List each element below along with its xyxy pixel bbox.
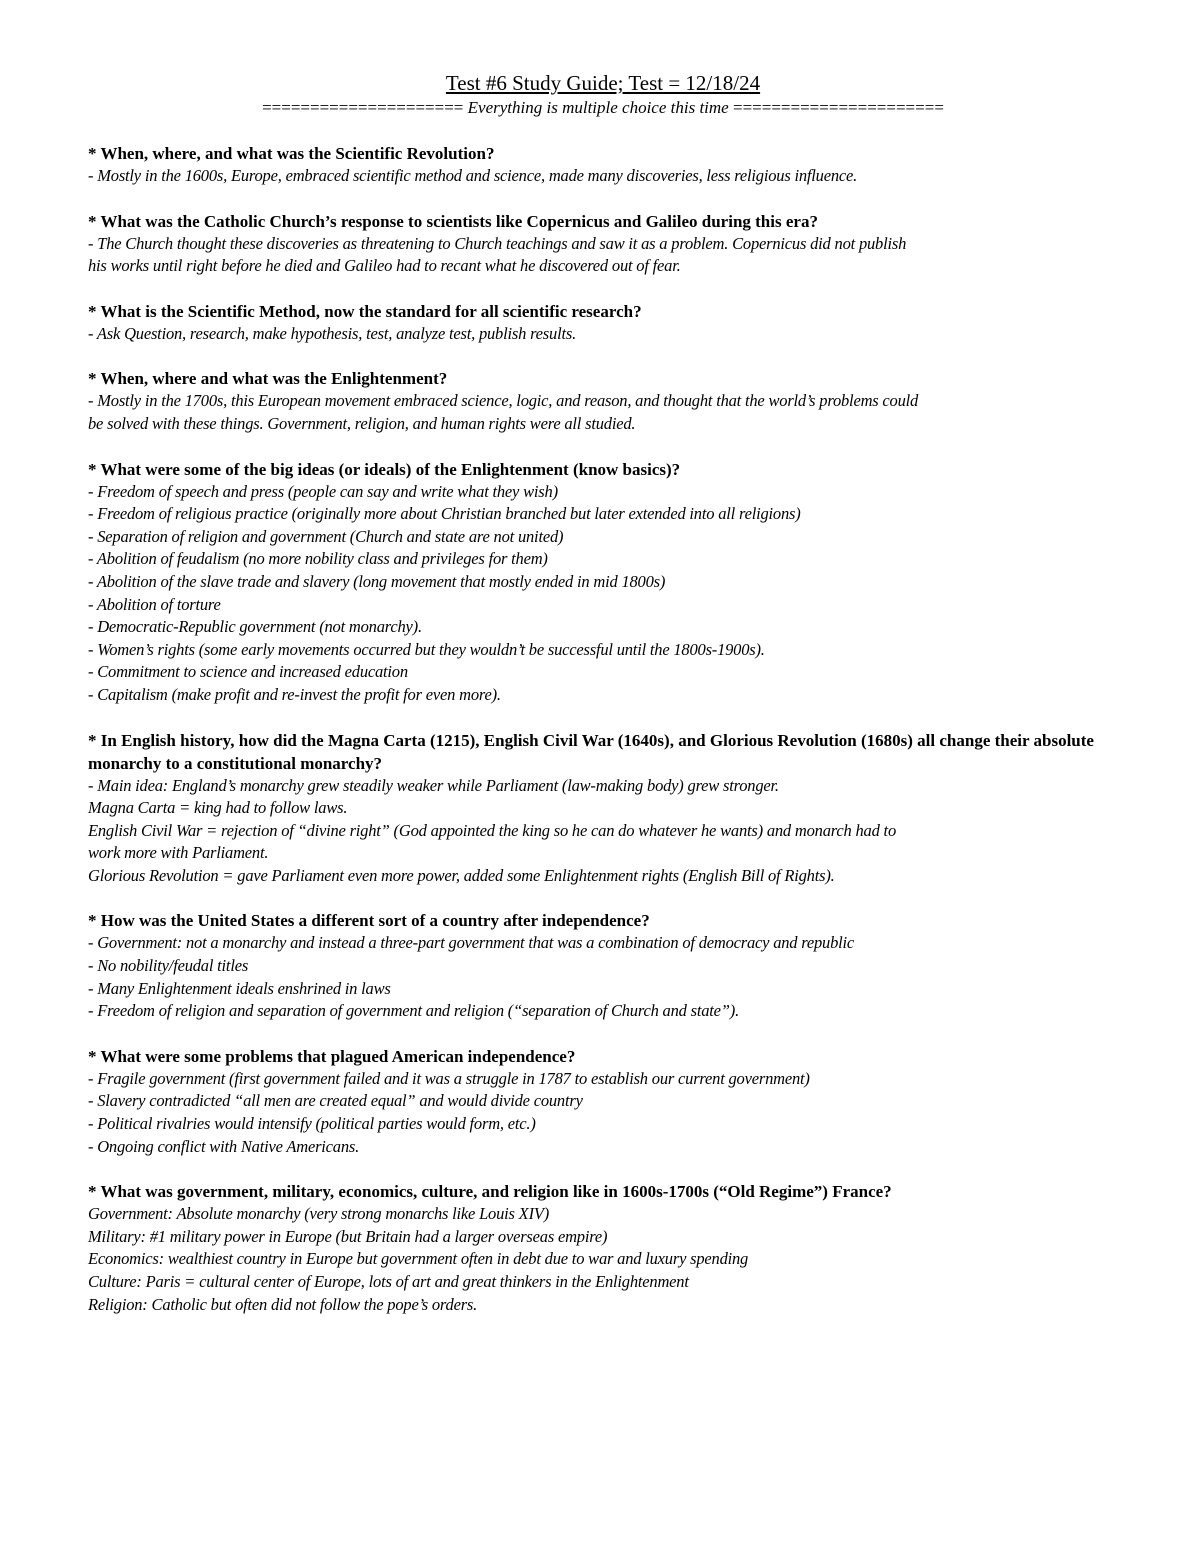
answer-line: - Abolition of torture: [88, 594, 221, 614]
answer-line: - Ongoing conflict with Native Americans.: [88, 1136, 360, 1156]
question-heading: * What is the Scientific Method, now the standard for all scientific research?: [88, 301, 642, 321]
answer-line: his works until right before he died and Galileo had to recant what he discovered out of fear.: [88, 256, 681, 276]
answer-line: - Many Enlightenment ideals enshrined in laws: [88, 978, 391, 998]
answer-line: Military: #1 military power in Europe (but Britain had a larger overseas empire): [88, 1226, 608, 1246]
question-heading: * What were some problems that plagued American independence?: [88, 1046, 576, 1066]
subtitle-rule-right: ======================: [732, 98, 944, 117]
answer-line: - Government: not a monarchy and instead a three-part government that was a combination of democracy and republic: [88, 933, 855, 953]
question-section: [88, 1180, 1118, 1316]
answer-line: work more with Parliament.: [88, 843, 269, 863]
question-heading: * What was the Catholic Church’s response to scientists like Copernicus and Galileo during this era?: [88, 211, 818, 231]
answer-line: - Main idea: England’s monarchy grew steadily weaker while Parliament (law-making body) grew stronger.: [88, 775, 779, 795]
question-heading: * In English history, how did the Magna Carta (1215), English Civil War (1640s), and Glorious Revolution (1680s) all change their absolute monarchy to a constitutional monarchy?: [88, 730, 1094, 773]
answer-line: Culture: Paris = cultural center of Europe, lots of art and great thinkers in the Enlightenment: [88, 1272, 689, 1291]
answer-line: - Political rivalries would intensify (political parties would form, etc.): [88, 1114, 536, 1134]
answer-line: - Commitment to science and increased education: [88, 662, 408, 682]
answer-line: - Women’s rights (some early movements occurred but they wouldn’t be successful until the 1800s-1900s).: [88, 639, 765, 659]
question-section: [88, 458, 1118, 707]
question-list: [88, 142, 1118, 1316]
answer-line: - No nobility/feudal titles: [88, 956, 249, 976]
answer-line: be solved with these things. Government, religion, and human rights were all studied.: [88, 413, 636, 433]
question-section: [88, 142, 1118, 188]
answer-line: English Civil War = rejection of “divine right” (God appointed the king so he can do whatever he wants) and monarch had to: [88, 820, 896, 840]
answer-line: - The Church thought these discoveries as threatening to Church teachings and saw it as a problem. Copernicus did not publish: [88, 233, 907, 253]
answer-line: - Abolition of the slave trade and slavery (long movement that mostly ended in mid 1800s): [88, 571, 666, 591]
question-section: [88, 367, 1118, 435]
answer-line: - Democratic-Republic government (not monarchy).: [88, 617, 422, 637]
answer-line: - Mostly in the 1700s, this European movement embraced science, logic, and reason, and thought that the world’s problems could: [88, 391, 919, 411]
question-section: [88, 300, 1118, 346]
question-heading: * When, where, and what was the Scientific Revolution?: [88, 144, 495, 163]
answer-line: Religion: Catholic but often did not follow the pope’s orders.: [88, 1294, 478, 1314]
subtitle-note: Everything is multiple choice this time: [463, 98, 733, 117]
page-title: Test #6 Study Guide; Test = 12/18/24: [445, 71, 761, 95]
question-heading: * What were some of the big ideas (or ideals) of the Enlightenment (know basics)?: [88, 459, 681, 479]
page-subtitle: [88, 96, 1118, 120]
question-section: [88, 1045, 1118, 1158]
answer-line: - Separation of religion and government (Church and state are not united): [88, 526, 564, 546]
answer-line: - Ask Question, research, make hypothesis, test, analyze test, publish results.: [88, 323, 576, 343]
answer-line: Government: Absolute monarchy (very strong monarchs like Louis XIV): [88, 1204, 550, 1224]
question-heading: * How was the United States a different sort of a country after independence?: [88, 911, 650, 931]
answer-line: - Mostly in the 1600s, Europe, embraced scientific method and science, made many discoveries, less religious influence.: [88, 166, 858, 185]
answer-line: - Slavery contradicted “all men are created equal” and would divide country: [88, 1091, 583, 1111]
answer-line: Economics: wealthiest country in Europe but government often in debt due to war and luxury spending: [88, 1249, 749, 1269]
answer-line: - Fragile government (first government failed and it was a struggle in 1787 to establish our current government): [88, 1068, 810, 1088]
question-heading: * What was government, military, economics, culture, and religion like in 1600s-1700s (“Old Regime”) France?: [88, 1182, 892, 1202]
answer-line: Glorious Revolution = gave Parliament even more power, added some Enlightenment rights (English Bill of Rights).: [88, 865, 835, 885]
answer-line: - Capitalism (make profit and re-invest the profit for even more).: [88, 684, 501, 704]
answer-line: - Freedom of religion and separation of government and religion (“separation of Church and state”).: [88, 1001, 739, 1021]
question-section: [88, 210, 1118, 278]
answer-line: - Freedom of speech and press (people can say and write what they wish): [88, 481, 558, 501]
question-section: [88, 729, 1118, 888]
subtitle-rule-left: =====================: [262, 98, 464, 117]
answer-line: - Freedom of religious practice (originally more about Christian branched but later extended into all religions): [88, 504, 801, 524]
question-heading: * When, where and what was the Enlightenment?: [88, 369, 448, 389]
answer-line: Magna Carta = king had to follow laws.: [88, 798, 348, 818]
study-guide-page: [88, 70, 1118, 1316]
question-section: [88, 909, 1118, 1022]
answer-line: - Abolition of feudalism (no more nobility class and privileges for them): [88, 549, 548, 569]
